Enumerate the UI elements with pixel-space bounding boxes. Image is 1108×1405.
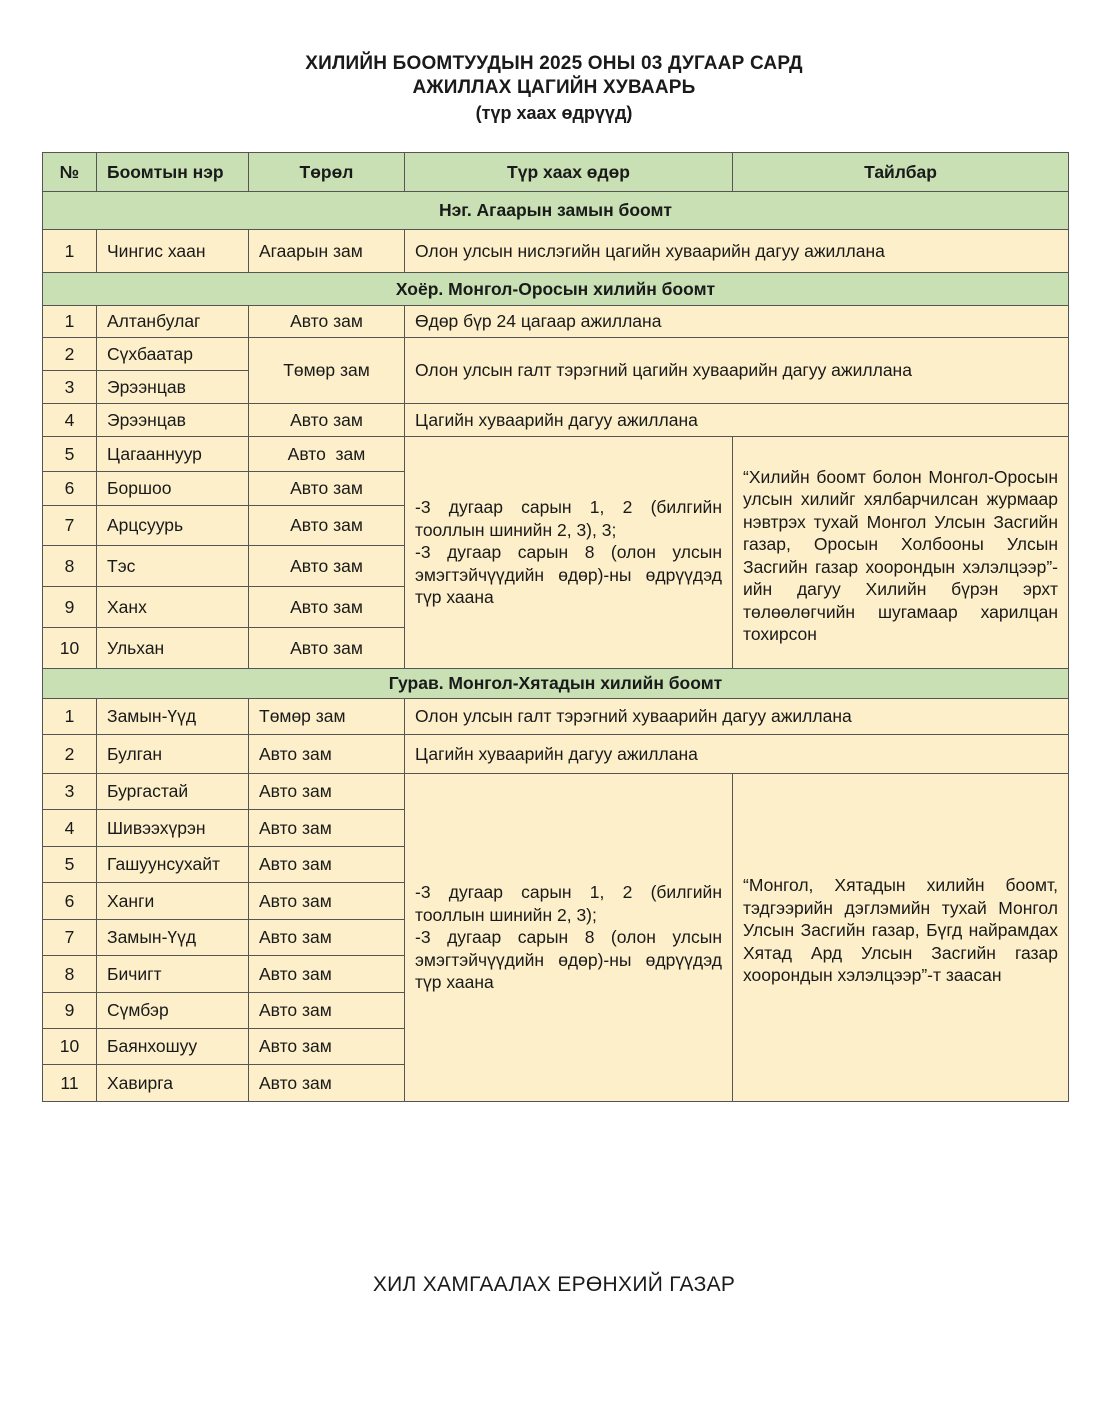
title-line-1: ХИЛИЙН БООМТУУДЫН 2025 ОНЫ 03 ДУГААР САРД bbox=[305, 53, 803, 74]
section-title: Хоёр. Монгол-Оросын хилийн боомт bbox=[43, 273, 1069, 306]
closure-paragraph: -3 дугаар сарын 8 (олон улсын эмэгтэйчүүдийн өдөр)-ны өдрүүдэд түр хаана bbox=[415, 927, 722, 993]
row-no: 6 bbox=[43, 883, 97, 920]
row-name: Цагааннуур bbox=[97, 437, 249, 472]
row-name: Бургастай bbox=[97, 774, 249, 810]
row-no: 1 bbox=[43, 699, 97, 735]
row-no: 5 bbox=[43, 847, 97, 883]
footer-organization: ХИЛ ХАМГААЛАХ ЕРӨНХИЙ ГАЗАР bbox=[372, 1273, 736, 1296]
table-row bbox=[43, 735, 1069, 774]
row-name: Чингис хаан bbox=[97, 230, 249, 273]
row-close: Олон улсын нислэгийн цагийн хуваарийн дагуу ажиллана bbox=[405, 230, 1069, 273]
table-row bbox=[43, 230, 1069, 273]
row-type: Төмөр зам bbox=[249, 338, 405, 404]
row-name: Тэс bbox=[97, 546, 249, 587]
closure-paragraph: -3 дугаар сарын 8 (олон улсын эмэгтэйчүүдийн өдөр)-ны өдрүүдэд түр хаана bbox=[415, 542, 722, 608]
header-type: Төрөл bbox=[249, 153, 405, 192]
row-type: Авто зам bbox=[249, 628, 405, 669]
row-no: 6 bbox=[43, 472, 97, 506]
closure-paragraph: -3 дугаар сарын 1, 2 (билгийн тооллын шинийн 2, 3); bbox=[415, 882, 722, 925]
header-note: Тайлбар bbox=[733, 153, 1069, 192]
row-name: Замын-Үүд bbox=[97, 920, 249, 956]
row-no: 10 bbox=[43, 1029, 97, 1065]
row-type: Авто зам bbox=[249, 1065, 405, 1102]
row-close: Цагийн хуваарийн дагуу ажиллана bbox=[405, 404, 1069, 437]
section-russia bbox=[43, 273, 1069, 306]
table-row bbox=[43, 699, 1069, 735]
row-type: Авто зам bbox=[249, 774, 405, 810]
closure-days bbox=[405, 437, 733, 669]
row-type: Авто зам bbox=[249, 956, 405, 993]
table-row bbox=[43, 437, 1069, 472]
row-no: 1 bbox=[43, 230, 97, 273]
row-name: Замын-Үүд bbox=[97, 699, 249, 735]
row-type: Авто зам bbox=[249, 735, 405, 774]
row-close: Олон улсын галт тэрэгний хуваарийн дагуу ажиллана bbox=[405, 699, 1069, 735]
row-name: Эрээнцав bbox=[97, 404, 249, 437]
row-no: 8 bbox=[43, 956, 97, 993]
row-type: Авто зам bbox=[249, 472, 405, 506]
row-no: 11 bbox=[43, 1065, 97, 1102]
note-cell bbox=[733, 437, 1069, 669]
row-no: 5 bbox=[43, 437, 97, 472]
row-type: Авто зам bbox=[249, 810, 405, 847]
row-name: Арцсуурь bbox=[97, 506, 249, 546]
header-close: Түр хаах өдөр bbox=[405, 153, 733, 192]
row-name: Сүхбаатар bbox=[97, 338, 249, 371]
row-no: 9 bbox=[43, 587, 97, 628]
table-row bbox=[43, 338, 1069, 371]
row-type: Авто зам bbox=[249, 306, 405, 338]
row-type: Төмөр зам bbox=[249, 699, 405, 735]
row-no: 2 bbox=[43, 338, 97, 371]
row-no: 9 bbox=[43, 993, 97, 1029]
table-row bbox=[43, 306, 1069, 338]
section-china bbox=[43, 669, 1069, 699]
row-type: Авто зам bbox=[249, 546, 405, 587]
schedule-table bbox=[42, 152, 1069, 1102]
row-name: Шивээхүрэн bbox=[97, 810, 249, 847]
row-no: 2 bbox=[43, 735, 97, 774]
row-type: Агаарын зам bbox=[249, 230, 405, 273]
row-no: 1 bbox=[43, 306, 97, 338]
document-title bbox=[0, 52, 1108, 126]
closure-days bbox=[405, 774, 733, 1102]
row-type: Авто зам bbox=[249, 404, 405, 437]
row-name: Ульхан bbox=[97, 628, 249, 669]
table-row bbox=[43, 774, 1069, 810]
row-type: Авто зам bbox=[249, 993, 405, 1029]
row-no: 3 bbox=[43, 371, 97, 404]
section-air bbox=[43, 192, 1069, 230]
row-name: Баянхошуу bbox=[97, 1029, 249, 1065]
title-line-2: АЖИЛЛАХ ЦАГИЙН ХУВААРЬ bbox=[412, 77, 696, 98]
table-row bbox=[43, 404, 1069, 437]
row-type: Авто зам bbox=[249, 506, 405, 546]
row-name: Булган bbox=[97, 735, 249, 774]
row-name: Ханги bbox=[97, 883, 249, 920]
row-name: Алтанбулаг bbox=[97, 306, 249, 338]
row-no: 7 bbox=[43, 506, 97, 546]
note-text: “Хилийн боомт болон Монгол-Оросын улсын хилийг хялбарчилсан журмаар нэвтрэх тухай Монгол Улсын Засгийн газар, Оросын Холбооны Улсын Засгийн газар хоорондын хэлэлцээр”-ийн дагуу Хилийн бүрэн эрхт төлөөлөгчийн шугамаар харилцан тохирсон bbox=[743, 466, 1058, 644]
row-name: Сүмбэр bbox=[97, 993, 249, 1029]
row-type: Авто зам bbox=[249, 587, 405, 628]
table-header-row bbox=[43, 153, 1069, 192]
row-type: Авто зам bbox=[249, 437, 405, 472]
section-title: Нэг. Агаарын замын боомт bbox=[43, 192, 1069, 230]
row-name: Бичигт bbox=[97, 956, 249, 993]
row-no: 4 bbox=[43, 810, 97, 847]
row-no: 3 bbox=[43, 774, 97, 810]
row-no: 7 bbox=[43, 920, 97, 956]
header-name: Боомтын нэр bbox=[97, 153, 249, 192]
header-no: № bbox=[43, 153, 97, 192]
row-name: Ханх bbox=[97, 587, 249, 628]
row-no: 10 bbox=[43, 628, 97, 669]
row-name: Боршоо bbox=[97, 472, 249, 506]
row-type: Авто зам bbox=[249, 920, 405, 956]
row-close: Олон улсын галт тэрэгний цагийн хуваарийн дагуу ажиллана bbox=[405, 338, 1069, 404]
title-subtitle: (түр хаах өдрүүд) bbox=[475, 103, 633, 123]
row-type: Авто зам bbox=[249, 847, 405, 883]
row-no: 8 bbox=[43, 546, 97, 587]
row-name: Хавирга bbox=[97, 1065, 249, 1102]
row-name: Эрээнцав bbox=[97, 371, 249, 404]
row-no: 4 bbox=[43, 404, 97, 437]
row-close: Өдөр бүр 24 цагаар ажиллана bbox=[405, 306, 1069, 338]
row-type: Авто зам bbox=[249, 1029, 405, 1065]
row-type: Авто зам bbox=[249, 883, 405, 920]
closure-paragraph: -3 дугаар сарын 1, 2 (билгийн тооллын шинийн 2, 3), 3; bbox=[415, 497, 722, 540]
note-cell bbox=[733, 774, 1069, 1102]
note-text: “Монгол, Хятадын хилийн боомт, тэдгээрийн дэглэмийн тухай Монгол Улсын Засгийн газар, Бүгд найрамдах Хятад Ард Улсын Засгийн газар хоорондын хэлэлцээр”-т заасан bbox=[743, 875, 1058, 986]
row-close: Цагийн хуваарийн дагуу ажиллана bbox=[405, 735, 1069, 774]
section-title: Гурав. Монгол-Хятадын хилийн боомт bbox=[43, 669, 1069, 699]
row-name: Гашуунсухайт bbox=[97, 847, 249, 883]
